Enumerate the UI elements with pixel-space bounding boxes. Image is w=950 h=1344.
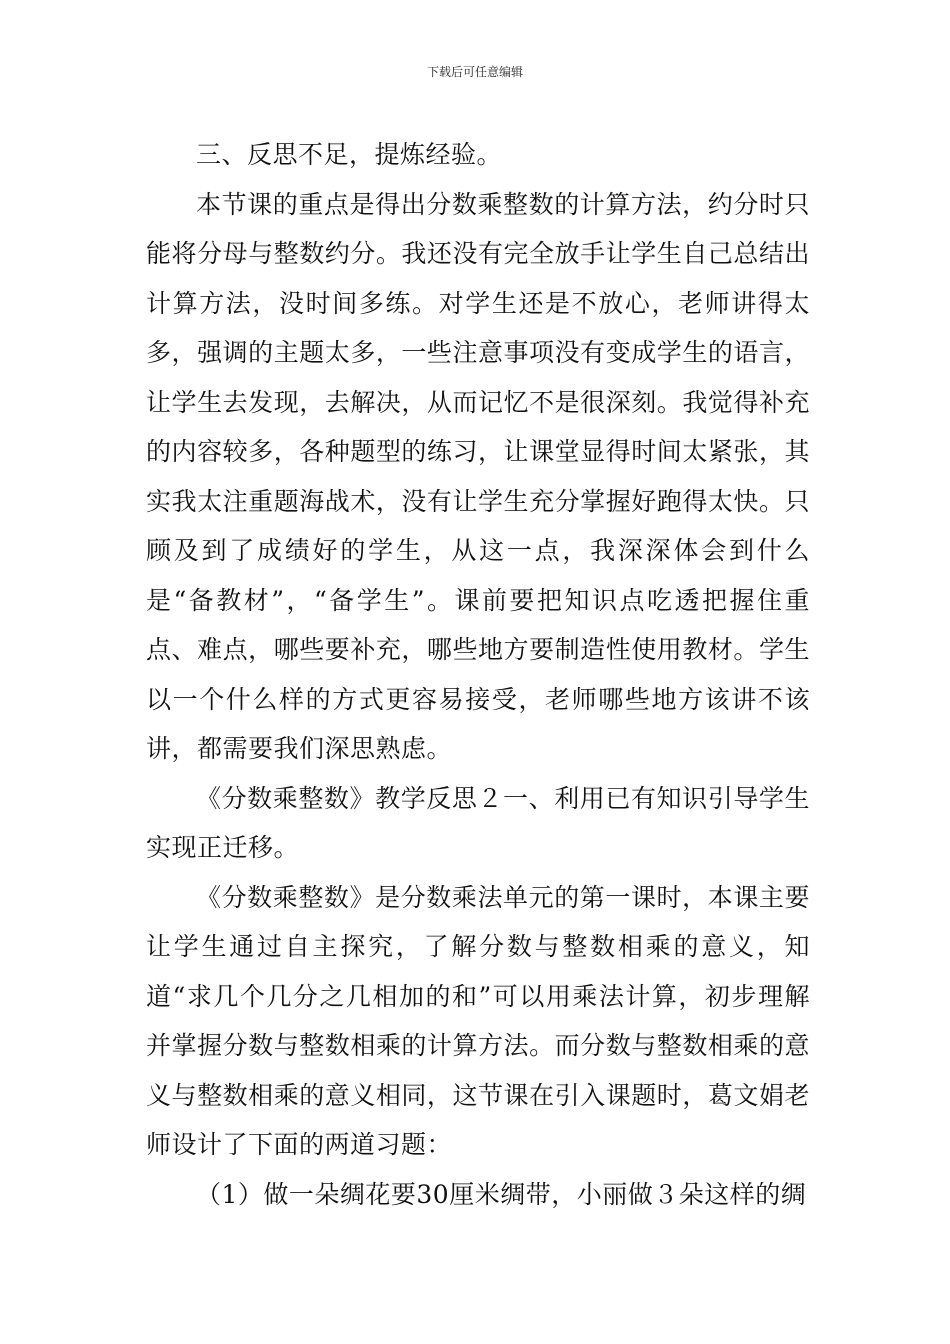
paragraph-title-2: 《分数乘整数》教学反思２一、利用已有知识引导学生实现正迁移。: [146, 783, 810, 862]
page-header: 下载后可任意编辑: [426, 65, 523, 79]
paragraph-intro: 《分数乘整数》是分数乘法单元的第一课时，本课主要让学生通过自主探究，了解分数与整数相乘的意义，知道“求几个几分之几相加的和”可以用乘法计算，初步理解并掌握分数与整数相乘的计算方法。而分数与整数相乘的意义与整数相乘的意义相同，这节课在引入课题时，葛文娟老师设计了下面的两道习题：: [146, 882, 810, 1159]
document-body: [146, 130, 810, 1219]
paragraph-exercise-1: （1）做一朵绸花要30厘米绸带，小丽做３朵这样的绸: [196, 1179, 807, 1209]
section-heading: 三、反思不足，提炼经验。: [196, 140, 503, 169]
paragraph-reflection: 本节课的重点是得出分数乘整数的计算方法，约分时只能将分母与整数约分。我还没有完全放手让学生自己总结出计算方法，没时间多练。对学生还是不放心，老师讲得太多，强调的主题太多，一些注意事项没有变成学生的语言，让学生去发现，去解决，从而记忆不是很深刻。我觉得补充的内容较多，各种题型的练习，让课堂显得时间太紧张，其实我太注重题海战术，没有让学生充分掌握好跑得太快。只顾及到了成绩好的学生，从这一点，我深深体会到什么是“备教材”，“备学生”。课前要把知识点吃透把握住重点、难点，哪些要补充，哪些地方要制造性使用教材。学生以一个什么样的方式更容易接受，老师哪些地方该讲不该讲，都需要我们深思熟虑。: [146, 189, 810, 763]
